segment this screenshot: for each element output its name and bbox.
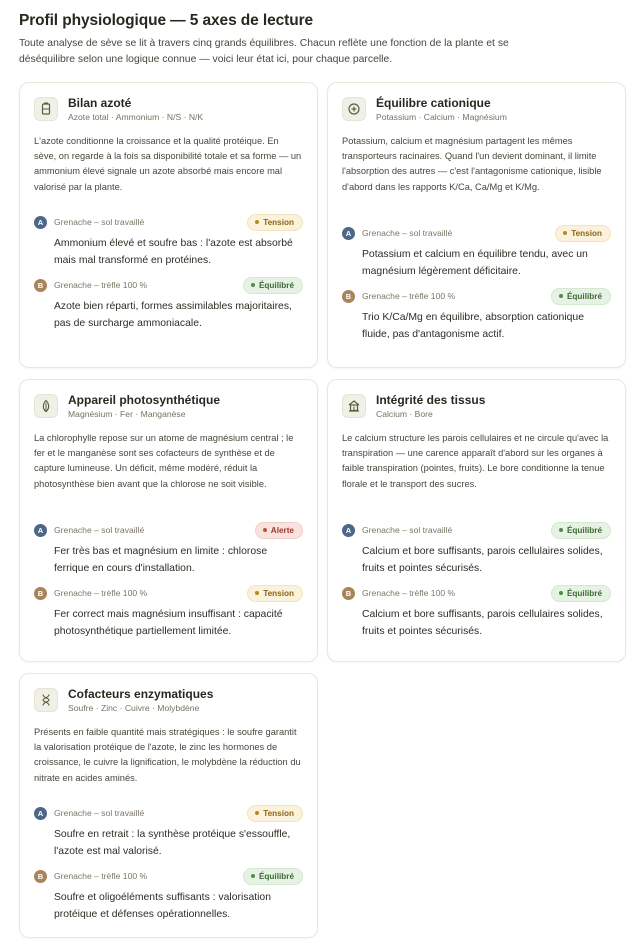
- card-subtitle: Azote total · Ammonium · N/S · N/K: [68, 112, 204, 122]
- plot-name: Grenache – sol travaillé: [362, 228, 453, 238]
- plot-row-a: [342, 224, 611, 280]
- plot-row-b: [34, 867, 303, 923]
- plot-row-a: [34, 213, 303, 269]
- plot-name: Grenache – trèfle 100 %: [54, 588, 148, 598]
- card-title: Cofacteurs enzymatiques: [68, 687, 214, 701]
- status-badge: Tension: [247, 805, 303, 822]
- axis-card-cofacteurs-enzymatiques: [19, 673, 318, 938]
- balance-plus-icon: [342, 97, 366, 121]
- plot-diagnosis: Calcium et bore suffisants, parois cellulaires solides, fruits et pointes sécurisés.: [362, 609, 603, 637]
- plot-diagnosis: Calcium et bore suffisants, parois cellulaires solides, fruits et pointes sécurisés.: [362, 546, 603, 574]
- card-subtitle: Magnésium · Fer · Manganèse: [68, 409, 186, 419]
- card-description: Le calcium structure les parois cellulaires et ne circule qu'avec la transpiration — une carence apparaît d'abord sur les organes à faible transpiration (pointes, fruits). Le bore conditionne la tenue florale et le transport des sucres.: [342, 433, 609, 489]
- structure-icon: [342, 394, 366, 418]
- plot-diagnosis: Ammonium élevé et soufre bas : l'azote est absorbé mais mal transformé en protéines.: [54, 238, 293, 266]
- card-title: Intégrité des tissus: [376, 393, 486, 407]
- plot-chip: B: [34, 587, 47, 600]
- plot-name: Grenache – trèfle 100 %: [362, 291, 456, 301]
- status-badge: Tension: [247, 214, 303, 231]
- plot-chip: A: [34, 524, 47, 537]
- card-subtitle: Soufre · Zinc · Cuivre · Molybdène: [68, 703, 200, 713]
- plot-name: Grenache – trèfle 100 %: [362, 588, 456, 598]
- axis-card-integrite-tissus: [327, 379, 626, 662]
- plot-row-a: [34, 804, 303, 860]
- dna-icon: [34, 688, 58, 712]
- plot-name: Grenache – sol travaillé: [54, 808, 145, 818]
- plot-name: Grenache – sol travaillé: [54, 217, 145, 227]
- plot-diagnosis: Fer très bas et magnésium en limite : chlorose ferrique en cours d'installation.: [54, 546, 268, 574]
- axis-card-bilan-azote: [19, 82, 318, 368]
- status-badge: Équilibré: [243, 868, 303, 885]
- card-title: Appareil photosynthétique: [68, 393, 221, 407]
- plot-row-b: [342, 287, 611, 343]
- plot-row-a: [34, 521, 303, 577]
- plot-chip: A: [342, 524, 355, 537]
- plot-diagnosis: Fer correct mais magnésium insuffisant : capacité photosynthétique partiellement limitée.: [54, 609, 283, 637]
- plot-chip: B: [342, 290, 355, 303]
- status-badge: Équilibré: [551, 585, 611, 602]
- page-header: [19, 12, 619, 68]
- plot-diagnosis: Azote bien réparti, formes assimilables majoritaires, pas de surcharge ammoniacale.: [54, 301, 292, 329]
- card-description: Présents en faible quantité mais stratégiques : le soufre garantit la valorisation protéique de l'azote, le zinc les hormones de croissance, le cuivre la lignification, le molybdène la réduction du nitrate en acides aminés.: [34, 727, 301, 783]
- plot-row-b: [34, 584, 303, 640]
- plot-diagnosis: Soufre et oligoéléments suffisants : valorisation protéique et défenses opérationnelles.: [54, 892, 271, 920]
- card-subtitle: Calcium · Bore: [376, 409, 433, 419]
- plot-chip: B: [342, 587, 355, 600]
- page-title: Profil physiologique — 5 axes de lecture: [19, 12, 314, 29]
- status-badge: Équilibré: [551, 522, 611, 539]
- plot-chip: A: [342, 227, 355, 240]
- status-badge: Tension: [247, 585, 303, 602]
- status-badge: Alerte: [255, 522, 303, 539]
- card-description: L'azote conditionne la croissance et la qualité protéique. En sève, on regarde à la fois sa disponibilité totale et sa forme — un ammonium élevé signale un azote absorbé mais encore mal valorisé par la plante.: [34, 136, 302, 192]
- card-title: Bilan azoté: [68, 96, 132, 110]
- plot-chip: A: [34, 807, 47, 820]
- status-badge: Équilibré: [243, 277, 303, 294]
- plot-diagnosis: Potassium et calcium en équilibre tendu, avec un magnésium légèrement déficitaire.: [362, 249, 588, 277]
- plot-chip: B: [34, 870, 47, 883]
- plot-row-a: [342, 521, 611, 577]
- leaf-icon: [34, 394, 58, 418]
- axis-card-appareil-photosynthetique: [19, 379, 318, 662]
- plot-diagnosis: Trio K/Ca/Mg en équilibre, absorption cationique fluide, pas d'antagonisme actif.: [362, 312, 584, 340]
- status-badge: Équilibré: [551, 288, 611, 305]
- card-subtitle: Potassium · Calcium · Magnésium: [376, 112, 507, 122]
- card-title: Équilibre cationique: [376, 96, 491, 110]
- page-intro: Toute analyse de sève se lit à travers cinq grands équilibres. Chacun reflète une fonction de la plante et se déséquilibre selon une logique connue — voici leur état ici, pour chaque parcelle.: [19, 38, 509, 65]
- card-description: La chlorophylle repose sur un atome de magnésium central ; le fer et le manganèse sont ses cofacteurs de synthèse et de capture lumineuse. Un déficit, même modéré, réduit la photosynthèse bien avant que la chlorose ne soit visible.: [34, 433, 294, 489]
- plot-row-b: [342, 584, 611, 640]
- plot-chip: A: [34, 216, 47, 229]
- plot-chip: B: [34, 279, 47, 292]
- plot-name: Grenache – sol travaillé: [362, 525, 453, 535]
- plot-name: Grenache – sol travaillé: [54, 525, 145, 535]
- plot-name: Grenache – trèfle 100 %: [54, 871, 148, 881]
- plot-diagnosis: Soufre en retrait : la synthèse protéique s'essouffle, l'azote est mal valorisé.: [54, 829, 291, 857]
- plot-row-b: [34, 276, 303, 332]
- card-description: Potassium, calcium et magnésium partagent les mêmes transporteurs racinaires. Quand l'un devient dominant, il limite l'absorption des autres — c'est l'antagonisme cationique, lisible d'abord dans les rapports K/Ca, Ca/Mg et K/Mg.: [342, 136, 602, 192]
- status-badge: Tension: [555, 225, 611, 242]
- plot-name: Grenache – trèfle 100 %: [54, 280, 148, 290]
- axis-card-equilibre-cationique: [327, 82, 626, 368]
- flask-icon: [34, 97, 58, 121]
